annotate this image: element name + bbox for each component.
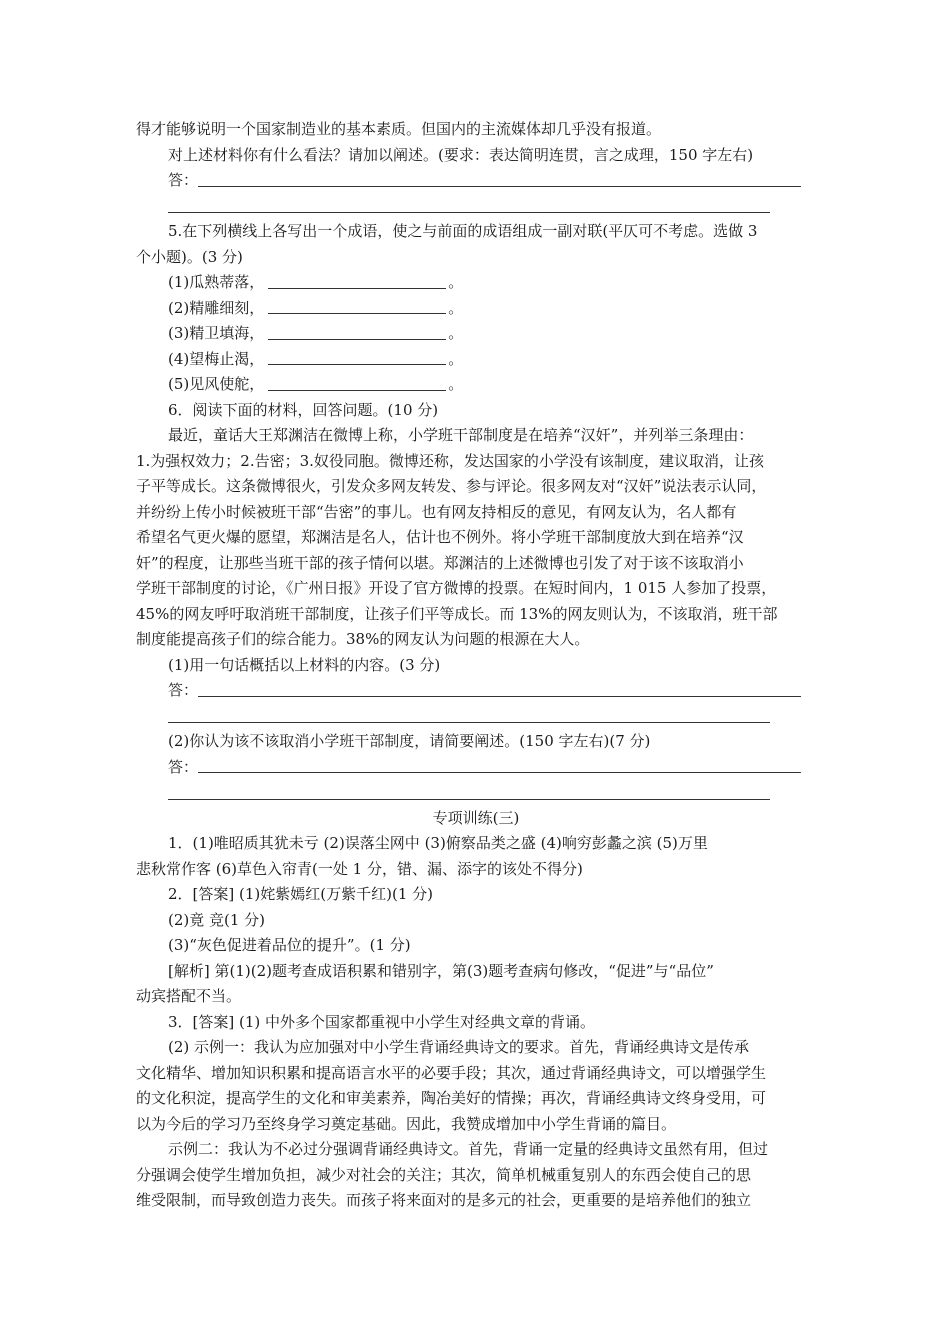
document-page bbox=[136, 117, 816, 1214]
question-5-heading: 5.在下列横线上各写出一个成语，使之与前面的成语组成一副对联(平仄可不考虑。选做 3 bbox=[168, 222, 758, 240]
answer-key-line: (3)“灰色促进着品位的提升”。(1 分) bbox=[168, 936, 411, 954]
answer-key-line: 动宾搭配不当。 bbox=[136, 987, 242, 1005]
fill-prompt: (1)瓜熟蒂落， bbox=[168, 273, 265, 291]
answer-label: 答： bbox=[168, 171, 199, 189]
answer-key-line: 文化精华、增加知识积累和提高语言水平的必要手段；其次，通过背诵经典诗文，可以增强学生 bbox=[136, 1063, 767, 1082]
answer-key-line: 3．[答案] (1) 中外多个国家都重视中小学生对经典文章的背诵。 bbox=[168, 1012, 596, 1031]
answer-rule bbox=[198, 185, 801, 187]
answer-key-line: [解析] 第(1)(2)题考查成语积累和错别字，第(3)题考查病句修改，“促进”与“品位” bbox=[168, 961, 714, 980]
answer-rule bbox=[168, 799, 770, 800]
fill-prompt: (5)见风使舵， bbox=[168, 375, 265, 393]
answer-key-line: 1．(1)唯昭质其犹未亏 (2)误落尘网中 (3)俯察品类之盛 (4)响穷彭蠡之滨 (5)万里 bbox=[168, 834, 708, 852]
answer-continuation-line[interactable] bbox=[136, 194, 816, 220]
fill-blank[interactable] bbox=[268, 389, 446, 391]
passage-line: 45%的网友呼吁取消班干部制度，让孩子们平等成长。而 13%的网友则认为，不该取消，班干部 bbox=[136, 604, 778, 623]
passage-line: 希望名气更火爆的愿望，郑渊洁是名人，估计也不例外。将小学班干部制度放大到在培养“汉 bbox=[136, 528, 744, 546]
fill-prompt: (2)精雕细刻， bbox=[168, 298, 265, 317]
fill-item[interactable] bbox=[136, 296, 816, 322]
question-6-heading: 6．阅读下面的材料，回答问题。(10 分) bbox=[168, 400, 439, 419]
answer-key-line: 的文化积淀，提高学生的文化和审美素养，陶冶美好的情操；再次，背诵经典诗文终身受用，可 bbox=[136, 1089, 767, 1107]
passage-line: 1.为强权效力；2.告密；3.奴役同胞。微博还称，发达国家的小学没有该制度，建议取消，让孩 bbox=[136, 451, 764, 470]
fill-end: 。 bbox=[448, 273, 464, 291]
fill-item[interactable] bbox=[136, 321, 816, 347]
fill-end: 。 bbox=[448, 324, 464, 342]
answer-continuation-line[interactable] bbox=[136, 780, 816, 806]
passage-line: 最近，童话大王郑渊洁在微博上称，小学班干部制度是在培养“汉奸”，并列举三条理由： bbox=[168, 426, 754, 444]
question-5-heading-cont: 个小题)。(3 分) bbox=[136, 247, 243, 266]
fill-end: 。 bbox=[448, 375, 464, 393]
answer-rule bbox=[198, 695, 801, 697]
answer-key-line: 示例二：我认为不必过分强调背诵经典诗文。首先，背诵一定量的经典诗文虽然有用，但过 bbox=[168, 1140, 769, 1158]
fill-blank[interactable] bbox=[268, 312, 446, 314]
answer-key-line: 以为今后的学习乃至终身学习奠定基础。因此，我赞成增加中小学生背诵的篇目。 bbox=[136, 1114, 677, 1133]
passage-line: 奸”的程度，让那些当班干部的孩子情何以堪。郑渊洁的上述微博也引发了对于该不该取消小 bbox=[136, 553, 744, 572]
passage-line: 并纷纷上传小时候被班干部“告密”的事儿。也有网友持相反的意见，有网友认为，名人都有 bbox=[136, 502, 737, 521]
answer-key-line: (2) 示例一：我认为应加强对中小学生背诵经典诗文的要求。首先，背诵经典诗文是传承 bbox=[168, 1038, 750, 1056]
answer-rule bbox=[168, 212, 770, 213]
section-title: 专项训练(三) bbox=[432, 808, 520, 827]
answer-key-line: 2．[答案] (1)姹紫嫣红(万紫千红)(1 分) bbox=[168, 885, 433, 903]
fill-blank[interactable] bbox=[268, 287, 446, 289]
passage-line: 制度能提高孩子们的综合能力。38%的网友认为问题的根源在大人。 bbox=[136, 630, 590, 648]
answer-label: 答： bbox=[168, 681, 199, 699]
answer-key-line: (2)竟 竞(1 分) bbox=[168, 910, 266, 929]
fill-prompt: (4)望梅止渴， bbox=[168, 349, 265, 368]
fill-blank[interactable] bbox=[268, 338, 446, 340]
answer-key-line: 分强调会使学生增加负担，减少对社会的关注；其次，简单机械重复别人的东西会使自己的思 bbox=[136, 1165, 752, 1184]
question-6-2: (2)你认为该不该取消小学班干部制度，请简要阐述。(150 字左右)(7 分) bbox=[168, 732, 651, 750]
question-6-1: (1)用一句话概括以上材料的内容。(3 分) bbox=[168, 655, 441, 674]
answer-line[interactable] bbox=[136, 678, 816, 704]
answer-key-line: 悲秋常作客 (6)草色入帘青(一处 1 分，错、漏、添字的该处不得分) bbox=[136, 859, 583, 878]
answer-label: 答： bbox=[168, 757, 199, 776]
question-prompt: 对上述材料你有什么看法？请加以阐述。(要求：表达简明连贯，言之成理，150 字左右) bbox=[168, 145, 754, 164]
answer-line[interactable] bbox=[136, 168, 816, 194]
answer-key-line: 维受限制，而导致创造力丧失。而孩子将来面对的是多元的社会，更重要的是培养他们的独立 bbox=[136, 1191, 752, 1209]
fill-end: 。 bbox=[448, 349, 464, 368]
answer-rule bbox=[198, 771, 801, 773]
fill-item[interactable] bbox=[136, 372, 816, 398]
fill-blank[interactable] bbox=[268, 363, 446, 365]
passage-line: 子平等成长。这条微博很火，引发众多网友转发、参与评论。很多网友对“汉奸”说法表示认同， bbox=[136, 477, 767, 495]
fill-item[interactable] bbox=[136, 270, 816, 296]
passage-line: 学班干部制度的讨论，《广州日报》开设了官方微博的投票。在短时间内，1 015 人参加了投票， bbox=[136, 579, 777, 597]
text-line: 得才能够说明一个国家制造业的基本素质。但国内的主流媒体却几乎没有报道。 bbox=[136, 120, 662, 138]
answer-rule bbox=[168, 722, 770, 723]
fill-prompt: (3)精卫填海， bbox=[168, 324, 265, 342]
answer-line[interactable] bbox=[136, 755, 816, 781]
answer-continuation-line[interactable] bbox=[136, 704, 816, 730]
fill-end: 。 bbox=[448, 298, 464, 317]
fill-item[interactable] bbox=[136, 347, 816, 373]
